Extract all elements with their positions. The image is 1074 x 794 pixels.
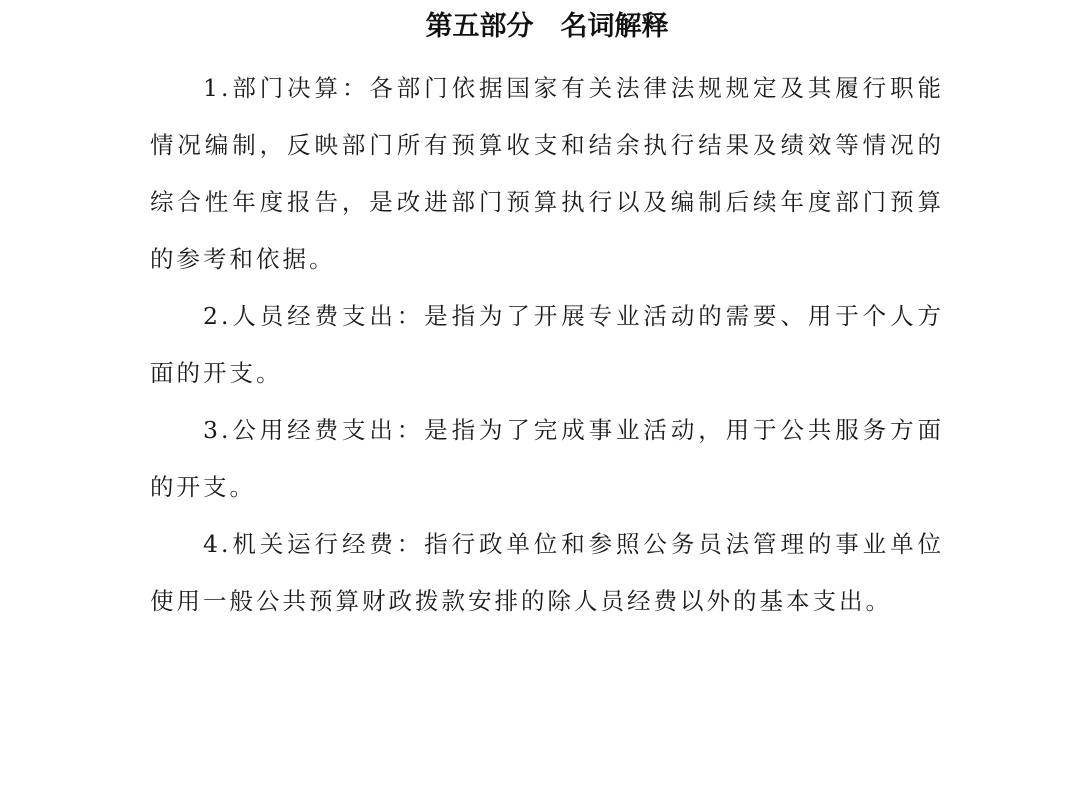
definition-paragraph-3: 3.公用经费支出：是指为了完成事业活动，用于公共服务方面的开支。 xyxy=(150,416,944,501)
document-body xyxy=(150,60,944,630)
definition-paragraph-1: 1.部门决算：各部门依据国家有关法律法规规定及其履行职能情况编制，反映部门所有预算收支和结余执行结果及绩效等情况的综合性年度报告，是改进部门预算执行以及编制后续年度部门预算的参考和依据。 xyxy=(150,74,944,273)
definition-paragraph-2: 2.人员经费支出：是指为了开展专业活动的需要、用于个人方面的开支。 xyxy=(150,302,944,387)
definition-paragraph-4: 4.机关运行经费：指行政单位和参照公务员法管理的事业单位使用一般公共预算财政拨款安排的除人员经费以外的基本支出。 xyxy=(150,530,944,615)
section-title: 第五部分 名词解释 xyxy=(425,11,669,42)
